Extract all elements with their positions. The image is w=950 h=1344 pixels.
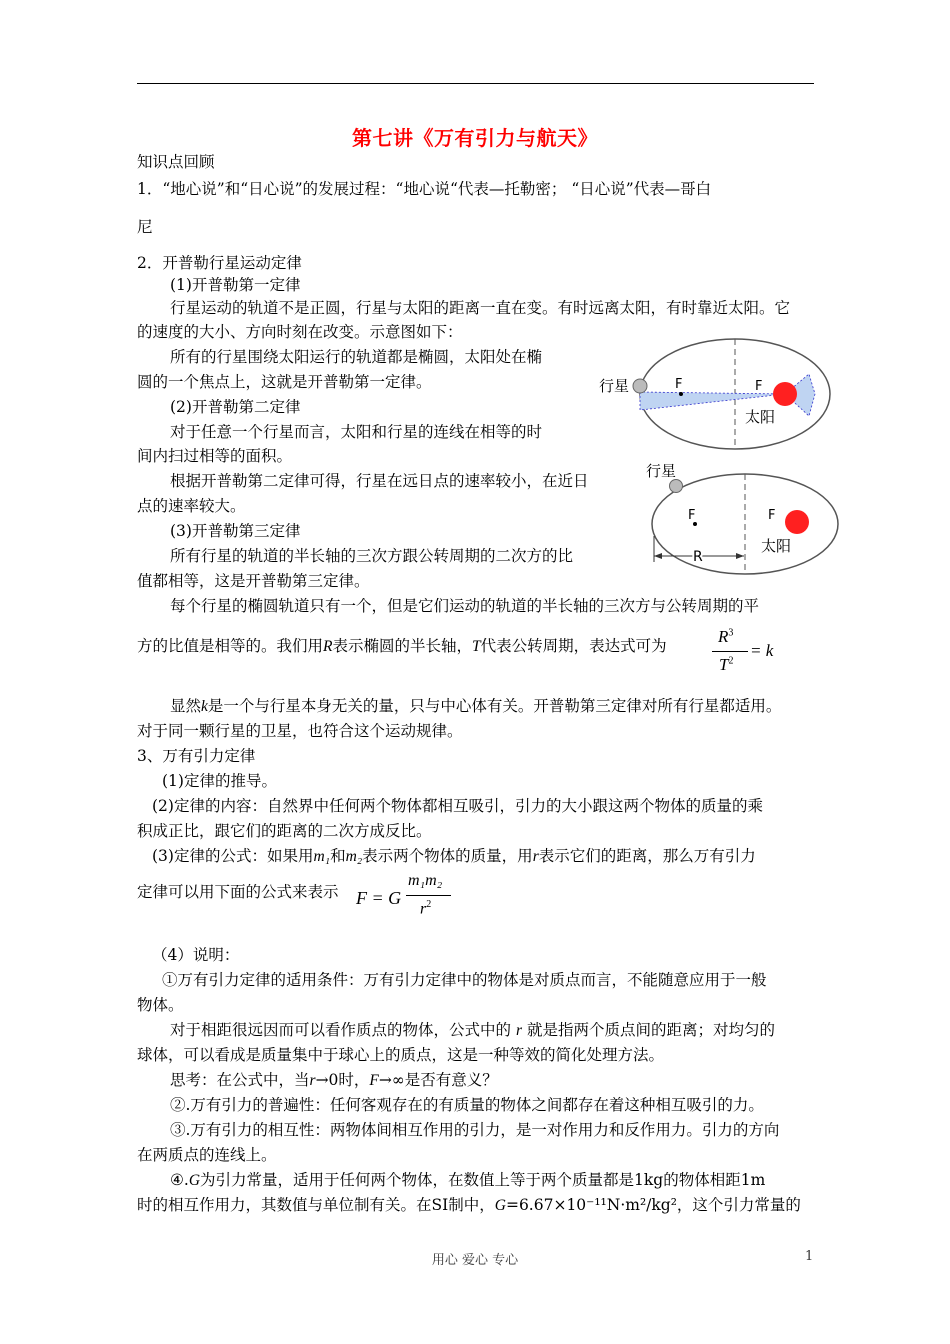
kepler3-para2a: 每个行星的椭圆轨道只有一个，但是它们运动的轨道的半长轴的三次方与公转周期的平 [170, 597, 760, 615]
kepler3-para2b: 方的比值是相等的。我们用R表示椭圆的半长轴，T代表公转周期，表达式可为 [137, 637, 667, 655]
section-3: 3、万有引力定律 [137, 747, 256, 765]
note-3b: 在两质点的连线上。 [137, 1146, 277, 1164]
sun-circle-1 [773, 382, 797, 406]
line-1b: 尼 [137, 218, 153, 236]
note-4b: 时的相互作用力，其数值与单位制有关。在SI制中，G=6.67×10⁻¹¹N·m²/kg²，这个引力常量的 [137, 1196, 801, 1214]
focus-label-2a: F [688, 508, 696, 523]
gravity-1: (1)定律的推导。 [162, 772, 277, 790]
planet-label-1: 行星 [599, 377, 630, 395]
focus-label-1b: F [755, 379, 763, 394]
kepler2-para1a: 对于任意一个行星而言，太阳和行星的连线在相等的时 [170, 423, 543, 441]
note-2: ②.万有引力的普遍性：任何客观存在的有质量的物体之间都存在着这种相互吸引的力。 [170, 1096, 764, 1114]
gravity-2b: 积成正比，跟它们的距离的二次方成反比。 [137, 822, 432, 840]
kepler3-heading: (3)开普勒第三定律 [170, 522, 301, 540]
gravity-formula: F = G m₁m₂ $r^2$ [356, 872, 466, 926]
kepler3-para1a: 所有行星的轨道的半长轴的三次方跟公转周期的二次方的比 [170, 547, 574, 565]
section-review: 知识点回顾 [137, 153, 215, 171]
notes-heading: （4）说明： [152, 946, 240, 964]
note-1a: ①万有引力定律的适用条件：万有引力定律中的物体是对质点而言，不能随意应用于一般 [162, 971, 767, 989]
kepler-diagram-2 [640, 458, 850, 590]
note-1c: 对于相距很远因而可以看作质点的物体，公式中的 r 就是指两个质点间的距离；对均匀的 [170, 1021, 775, 1039]
kepler2-para1b: 间内扫过相等的面积。 [137, 447, 293, 465]
sun-label-2: 太阳 [761, 537, 792, 555]
kepler3-para3b: 对于同一颗行星的卫星，也符合这个运动规律。 [137, 722, 463, 740]
think-question: 思考：在公式中，当r→0时，F→∞是否有意义？ [170, 1071, 498, 1089]
note-4a: ④.G为引力常量，适用于任何两个物体，在数值上等于两个质量都是1kg的物体相距1m [170, 1171, 766, 1189]
section-2: 2．开普勒行星运动定律 [137, 254, 302, 272]
note-1b: 物体。 [137, 996, 184, 1014]
kepler2-para2b: 点的速率较大。 [137, 497, 246, 515]
gravity-2a: (2)定律的内容：自然界中任何两个物体都相互吸引，引力的大小跟这两个物体的质量的乘 [152, 797, 763, 815]
page-footer: 用心 爱心 专心 [431, 1253, 519, 1268]
planet-circle-1 [633, 379, 647, 393]
kepler-diagram-1 [595, 334, 835, 452]
kepler1-para2b: 圆的一个焦点上，这就是开普勒第一定律。 [137, 373, 432, 391]
radius-arrow-right [736, 553, 744, 559]
page-number: 1 [805, 1249, 814, 1264]
kepler3-para3a: 显然k是一个与行星本身无关的量，只与中心体有关。开普勒第三定律对所有行星都适用。 [170, 697, 782, 715]
gravity-3a: (3)定律的公式：如果用m₁和m₂表示两个物体的质量，用r表示它们的距离，那么万有引力 [152, 847, 756, 865]
planet-label-2: 行星 [646, 462, 677, 480]
kepler-formula: $R^3$ $T^2$ = k [704, 627, 784, 679]
note-3a: ③.万有引力的相互性：两物体间相互作用的引力，是一对作用力和反作用力。引力的方向 [170, 1121, 780, 1139]
kepler1-para1a: 行星运动的轨道不是正圆，行星与太阳的距离一直在变。有时远离太阳，有时靠近太阳。它 [170, 299, 791, 317]
kepler1-para2a: 所有的行星围绕太阳运行的轨道都是椭圆，太阳处在椭 [170, 348, 543, 366]
planet-circle-2 [670, 480, 683, 493]
kepler2-para2a: 根据开普勒第二定律可得，行星在远日点的速率较小，在近日 [170, 472, 589, 490]
radius-label: R [693, 549, 703, 565]
focus-label-2b: F [768, 508, 776, 523]
kepler3-para1b: 值都相等，这是开普勒第三定律。 [137, 572, 370, 590]
sun-circle-2 [785, 510, 809, 534]
page-title: 第七讲《万有引力与航天》 [352, 126, 598, 150]
radius-arrow-left [654, 553, 662, 559]
note-1d: 球体，可以看成是质量集中于球心上的质点，这是一种等效的简化处理方法。 [137, 1046, 665, 1064]
focus-point-1a [679, 392, 683, 396]
header-rule [137, 83, 814, 84]
gravity-3b: 定律可以用下面的公式来表示 [137, 883, 339, 901]
line-1a: 1．“地心说”和“日心说”的发展过程：“地心说“代表—托勒密； “日心说”代表—哥白 [137, 180, 712, 198]
kepler1-heading: (1)开普勒第一定律 [170, 276, 301, 294]
sun-label-1: 太阳 [745, 408, 776, 426]
kepler1-para1b: 的速度的大小、方向时刻在改变。示意图如下： [137, 323, 463, 341]
kepler2-heading: (2)开普勒第二定律 [170, 398, 301, 416]
focus-label-1a: F [675, 377, 683, 392]
